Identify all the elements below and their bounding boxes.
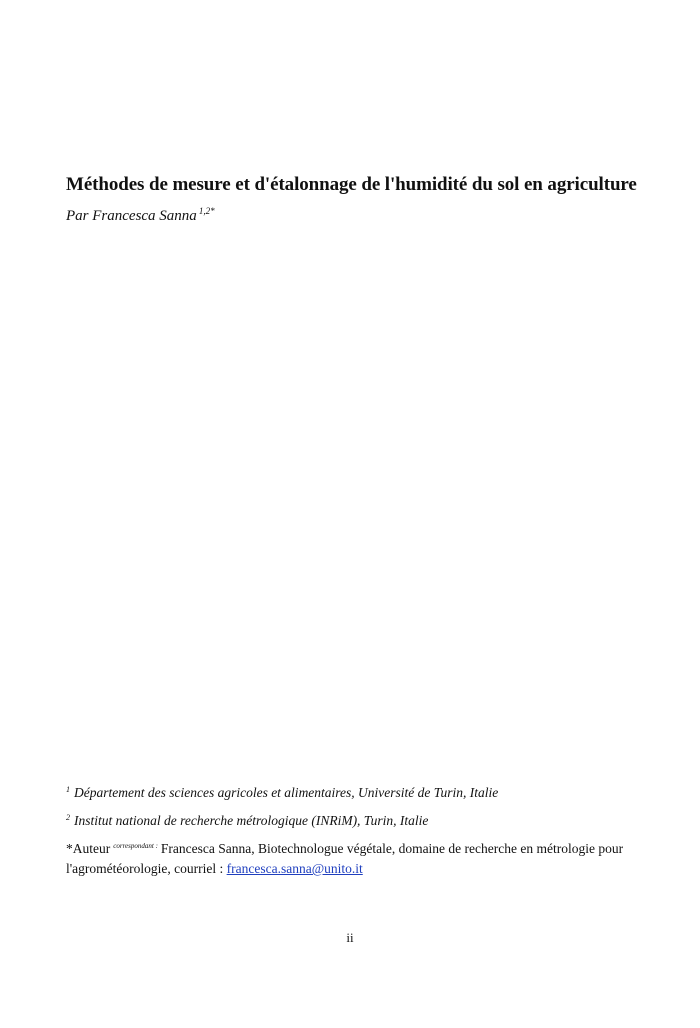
footnote-affiliation-1 — [66, 780, 646, 803]
footnote-text-1: Département des sciences agricoles et alimentaires, Université de Turin, Italie — [74, 785, 499, 800]
footnote-marker-2: 2 — [66, 813, 70, 822]
footnotes — [66, 780, 646, 879]
author-byline — [66, 206, 215, 225]
author-affiliation-marker: 1,2* — [198, 206, 215, 216]
footnote-text-2: Institut national de recherche métrologique (INRiM), Turin, Italie — [74, 813, 429, 828]
document-title: Méthodes de mesure et d'étalonnage de l'humidité du sol en agriculture — [66, 174, 637, 195]
corresponding-superscript: correspondant : — [113, 842, 158, 850]
corresponding-text: Francesca Sanna, Biotechnologue végétale, domaine de recherche en métrologie pour l'agrométéorologie, courriel : — [66, 841, 624, 876]
corresponding-prefix: *Auteur — [66, 841, 111, 856]
page-number: ii — [346, 930, 354, 945]
email-link[interactable]: francesca.sanna@unito.it — [226, 861, 363, 876]
corresponding-author-note — [66, 836, 646, 879]
author-name: Par Francesca Sanna — [66, 208, 197, 224]
footnote-marker-1: 1 — [66, 785, 70, 794]
footnote-affiliation-2 — [66, 808, 646, 831]
